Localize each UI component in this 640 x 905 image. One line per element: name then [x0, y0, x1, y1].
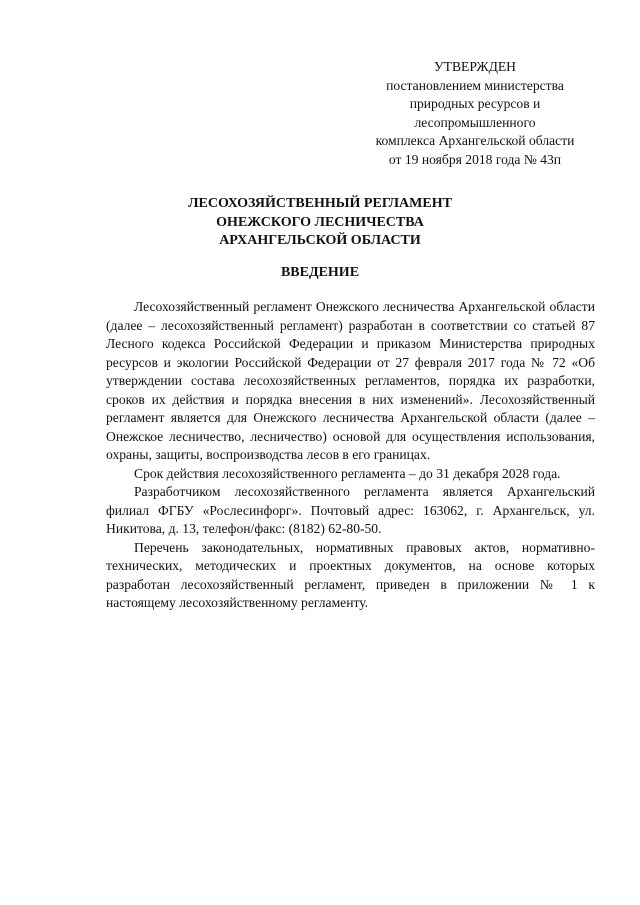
approval-line: от 19 ноября 2018 года № 43п	[388, 151, 562, 167]
approval-line: природных ресурсов и	[409, 96, 541, 112]
body-paragraph: Срок действия лесохозяйственного регламента – до 31 декабря 2028 года.	[134, 465, 561, 481]
body-text	[106, 298, 595, 613]
approval-line: лесопромышленного	[414, 114, 536, 130]
approval-line: УТВЕРЖДЕН	[434, 59, 516, 74]
approval-line: комплекса Архангельской области	[375, 133, 575, 149]
body-paragraph: Перечень законодательных, нормативных правовых актов, нормативно-технических, методических и проектных документов, на основе которых разработан лесохозяйственный регламент, приведен в приложении № 1 к настоящему лесохозяйственному регламенту.	[106, 539, 595, 610]
title-line: АРХАНГЕЛЬСКОЙ ОБЛАСТИ	[219, 233, 421, 248]
body-paragraph: Лесохозяйственный регламент Онежского лесничества Архангельской области (далее – лесохозяйственный регламент) разработан в соответствии со статьей 87 Лесного кодекса Российской Федерации и приказом Министерства природных ресурсов и экологии Российской Федерации от 27 февраля 2017 года № 72 «Об утверждении состава лесохозяйственных регламентов, порядка их разработки, сроков их действия и порядка внесения в них изменений». Лесохозяйственный регламент является для Онежского лесничества Архангельской области (далее – Онежское лесничество, лесничество) основой для осуществления использования, охраны, защиты, воспроизводства лесов в его границах.	[106, 299, 595, 462]
title-line: ЛЕСОХОЗЯЙСТВЕННЫЙ РЕГЛАМЕНТ	[188, 196, 452, 211]
title-line: ОНЕЖСКОГО ЛЕСНИЧЕСТВА	[216, 214, 424, 230]
document-title	[150, 195, 490, 251]
body-paragraph: Разработчиком лесохозяйственного регламента является Архангельский филиал ФГБУ «Рослесинфорг». Почтовый адрес: 163062, г. Архангельск, ул. Никитова, д. 13, телефон/факс: (8182) 62-80-50.	[106, 484, 595, 536]
approval-line: постановлением министерства	[386, 77, 564, 93]
section-heading: ВВЕДЕНИЕ	[280, 265, 360, 280]
approval-stamp	[355, 58, 595, 170]
